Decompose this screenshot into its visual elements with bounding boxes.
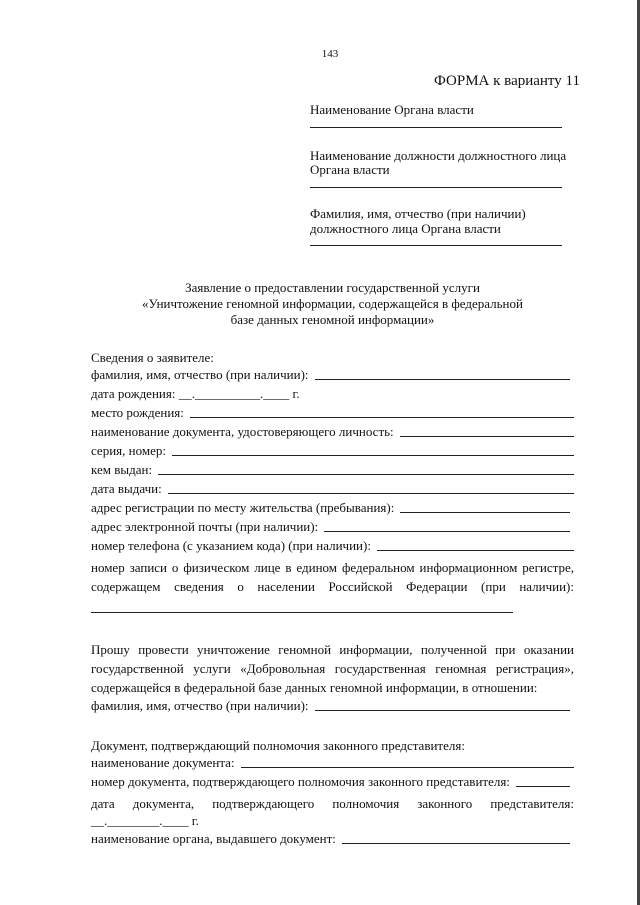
- applicant-series-row: [91, 442, 574, 459]
- authority-fio-label-2: должностного лица Органа власти: [310, 221, 501, 236]
- representative-doc-name-row: [91, 754, 574, 771]
- applicant-fio-label: фамилия, имя, отчество (при наличии):: [91, 367, 309, 382]
- applicant-email-row: [91, 518, 574, 535]
- page-number: 143: [321, 48, 339, 60]
- statement-title-2: «Уничтожение геномной информации, содержащейся в федеральной: [142, 296, 523, 311]
- applicant-reg-address-row: [91, 499, 574, 516]
- representative-issuer-field[interactable]: [342, 843, 570, 844]
- applicant-phone-label: номер телефона (с указанием кода) (при наличии):: [91, 538, 371, 553]
- representative-doc-date-field[interactable]: __.________.____ г.: [91, 813, 199, 828]
- representative-doc-name-label: наименование документа:: [91, 755, 235, 770]
- request-line-3: содержащейся в федеральной базе данных геномной информации, в отношении:: [91, 680, 538, 695]
- applicant-reg-address-label: адрес регистрации по месту жительства (пребывания):: [91, 500, 395, 515]
- applicant-registry-line-2: содержащем сведения о населении Российской Федерации (при наличии):: [91, 579, 574, 594]
- applicant-birth-place-row: [91, 404, 574, 421]
- request-fio-field[interactable]: [315, 710, 570, 711]
- statement-title-3: базе данных геномной информации»: [230, 312, 435, 327]
- applicant-series-label: серия, номер:: [91, 443, 166, 458]
- representative-doc-name-field[interactable]: [241, 767, 574, 768]
- authority-position-label-1: Наименование должности должностного лица: [310, 148, 567, 163]
- applicant-issue-date-row: [91, 480, 574, 497]
- applicant-birth-date-row: [91, 385, 574, 402]
- statement-title-1: Заявление о предоставлении государственной услуги: [185, 280, 480, 295]
- applicant-email-field[interactable]: [324, 531, 570, 532]
- authority-fio-label-1: Фамилия, имя, отчество (при наличии): [310, 206, 526, 221]
- authority-org-label: Наименование Органа власти: [310, 102, 474, 117]
- request-fio-label: фамилия, имя, отчество (при наличии):: [91, 698, 309, 713]
- applicant-birth-date-label[interactable]: дата рождения: __.__________.____ г.: [91, 386, 300, 401]
- form-title: ФОРМА к варианту 11: [434, 73, 580, 89]
- representative-doc-date-label: дата документа, подтверждающего полномочия законного представителя:: [91, 796, 574, 811]
- applicant-registry-block: [91, 558, 574, 596]
- representative-doc-date-block: [91, 794, 574, 813]
- applicant-email-label: адрес электронной почты (при наличии):: [91, 519, 319, 534]
- request-line-2: государственной услуги «Добровольная государственная геномная регистрация»,: [91, 661, 574, 676]
- representative-doc-number-label: номер документа, подтверждающего полномочия законного представителя:: [91, 774, 510, 789]
- applicant-registry-field[interactable]: [91, 612, 513, 613]
- authority-fio-line[interactable]: [310, 245, 562, 246]
- applicant-reg-address-field[interactable]: [400, 512, 570, 513]
- applicant-id-doc-row: [91, 423, 574, 440]
- applicant-birth-place-field[interactable]: [190, 417, 574, 418]
- applicant-id-doc-label: наименование документа, удостоверяющего личность:: [91, 424, 394, 439]
- authority-org-line[interactable]: [310, 127, 562, 128]
- applicant-issued-by-label: кем выдан:: [91, 462, 153, 477]
- applicant-fio-row: [91, 366, 574, 383]
- request-paragraph: [91, 640, 574, 697]
- applicant-issue-date-field[interactable]: [168, 493, 574, 494]
- applicant-phone-row: [91, 537, 574, 554]
- representative-doc-number-field[interactable]: [516, 786, 570, 787]
- authority-position-line[interactable]: [310, 187, 562, 188]
- applicant-issue-date-label: дата выдачи:: [91, 481, 162, 496]
- request-line-1: Прошу провести уничтожение геномной информации, полученной при оказании: [91, 642, 574, 657]
- applicant-fio-field[interactable]: [315, 379, 570, 380]
- representative-heading: Документ, подтверждающий полномочия законного представителя:: [91, 738, 465, 753]
- applicant-heading: Сведения о заявителе:: [91, 350, 214, 365]
- request-fio-row: [91, 697, 574, 714]
- applicant-series-field[interactable]: [172, 455, 574, 456]
- applicant-birth-place-label: место рождения:: [91, 405, 184, 420]
- applicant-id-doc-field[interactable]: [400, 436, 574, 437]
- representative-issuer-row: [91, 830, 574, 847]
- representative-issuer-label: наименование органа, выдавшего документ:: [91, 831, 336, 846]
- applicant-issued-by-row: [91, 461, 574, 478]
- authority-position-label-2: Органа власти: [310, 162, 390, 177]
- representative-doc-number-row: [91, 773, 574, 790]
- applicant-issued-by-field[interactable]: [158, 474, 574, 475]
- applicant-registry-line-1: номер записи о физическом лице в едином федеральном информационном регистре,: [91, 560, 574, 575]
- applicant-phone-field[interactable]: [377, 550, 574, 551]
